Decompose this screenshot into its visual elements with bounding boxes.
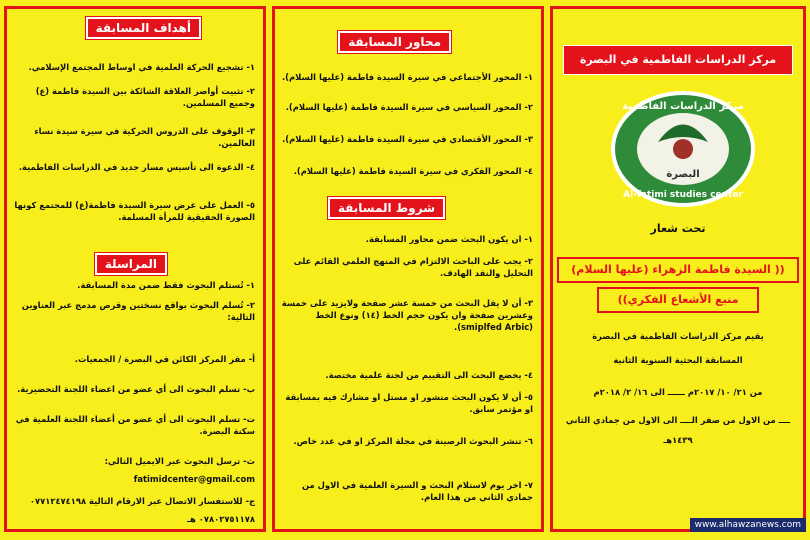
address-d: ث- ترسل البحوث عبر الايميل التالي: <box>104 456 255 466</box>
logo-flower-icon <box>673 139 693 159</box>
axes-header: محاور المسابقة <box>338 31 451 53</box>
axis-item-4: ٤- المحور الفكري في سيرة السيدة فاطمة (عليها السلام). <box>293 166 533 176</box>
center-title: مركز الدراسات الفاطمية في البصرة <box>563 45 793 75</box>
email-link[interactable]: fatimidcenter@gmail.com <box>133 474 255 484</box>
cond-item-4: ٤- يخضع البحث الى التقييم من لجنة علمية مختصة. <box>325 370 533 380</box>
goals-panel <box>4 6 266 532</box>
conditions-header: شروط المسابقة <box>328 197 445 219</box>
slogan-line-1: (( السيدة فاطمة الزهراء (عليها السلام) <box>557 257 799 283</box>
corr-item-2: ٢- تُسلم البحوث بواقع نسختين وقرص مدمج عبر العناوين التالية: <box>21 300 255 322</box>
corr-item-1: ١- تُستلم البحوث فقط ضمن مدة المسابقة. <box>77 280 255 290</box>
center-logo <box>603 87 763 211</box>
cond-item-1: ١- ان يكون البحث ضمن محاور المسابقة. <box>365 234 533 244</box>
footer-watermark-url[interactable]: www.alhawzanews.com <box>690 518 806 532</box>
cond-item-2: ٢- يجب على الباحث الالتزام في المنهج العلمي القائم على التحليل والنقد الهادف. <box>293 256 533 278</box>
address-b: ب- تسلم البحوث الى أي عضو من اعضاء اللجنة التحضيرية. <box>17 384 255 394</box>
goals-header: أهداف المسابقة <box>86 17 201 39</box>
goal-item-4: ٤- الدعوة الى تأسيس مسار جديد في الدراسات الفاطمية. <box>18 162 255 172</box>
cond-item-7: ٧- اخر يوم لاستلام البحث و السيرة العلمية في الاول من جمادي الثاني من هذا العام. <box>302 480 533 502</box>
logo-basra-text: البصرة <box>666 169 700 180</box>
logo-arabic-text: مركز الدراسات الفاطمية <box>622 101 744 112</box>
dates-year: ١٤٣٩هـ <box>663 435 693 445</box>
competition-text: المسابقة البحثية السنوية الثانية <box>613 355 743 365</box>
organizer-text: يقيم مركز الدراسات الفاطمية في البصرة <box>592 331 764 341</box>
axis-item-1: ١- المحور الأجتماعي في سيرة السيدة فاطمة (عليها السلام). <box>282 72 533 82</box>
address-e: ج- للاستفسار الاتصال عبر الارقام التالية ٠٧٧١٢٤٧٤١٩٨ <box>29 496 255 506</box>
goal-item-3: ٣- الوقوف على الدروس الحركية في سيرة سيدة نساء العالمين. <box>34 126 255 148</box>
logo-english-text: Al-fatimi studies center <box>623 190 743 200</box>
axes-panel <box>272 6 544 532</box>
address-a: أ- مقر المركز الكائن في البصرة / الجمعيات. <box>74 354 255 364</box>
cond-item-6: ٦- تنشر البحوث الرصينة في مجلة المركز او في عدد خاص. <box>293 436 533 446</box>
dates-gregorian: من ٢١/ ١٠/ ٢٠١٧م ــــــ الى ١٦/ ٢/ ٢٠١٨م <box>593 387 763 397</box>
axis-item-3: ٣- المحور الأقتصادي في سيرة السيدة فاطمة (عليها السلام). <box>282 134 533 144</box>
phone-2: ٠٧٨٠٢٧٥١١٧٨ هـ <box>187 514 255 524</box>
center-panel <box>550 6 806 532</box>
address-c: ت- تسلم البحوث الى أي عضو من أعضاء اللجنة العلمية في سكنة البصرة. <box>15 414 255 436</box>
cond-item-3: ٣- أن لا يقل البحث من خمسة عشر صفحة ولايزيد على خمسة وعشرين صفحة وان يكون حجم الخط (١٤) ونوع الخط (smiplfed Arbic). <box>281 298 533 332</box>
slogan-line-2: منبع الأشعاع الفكري)) <box>597 287 759 313</box>
axis-item-2: ٢- المحور السياسي في سيرة السيدة فاطمة (عليها السلام). <box>285 102 533 112</box>
goal-item-5: ٥- العمل على عرض سيرة السيدة فاطمة(ع) للمجتمع كونها الصورة الحقيقية للمرأة المسلمة. <box>14 200 255 222</box>
goal-item-1: ١- تشجيع الحركة العلمية في اوساط المجتمع الإسلامي. <box>28 62 255 72</box>
goal-item-2: ٢- تثبيت أواصر العلاقة الشائكة بين السيدة فاطمة (ع) وجميع المسلمين. <box>35 86 255 108</box>
dates-hijri: ــــ من الاول من صفر الــــ الى الاول من جمادي الثاني <box>565 415 791 425</box>
under-slogan-label: تحت شعار <box>650 222 706 235</box>
correspondence-header: المراسلة <box>95 253 167 275</box>
cond-item-5: ٥- أن لا يكون البحث منشور او مستل او مشارك فيه بمسابقة او مؤتمر سابق. <box>285 392 533 414</box>
